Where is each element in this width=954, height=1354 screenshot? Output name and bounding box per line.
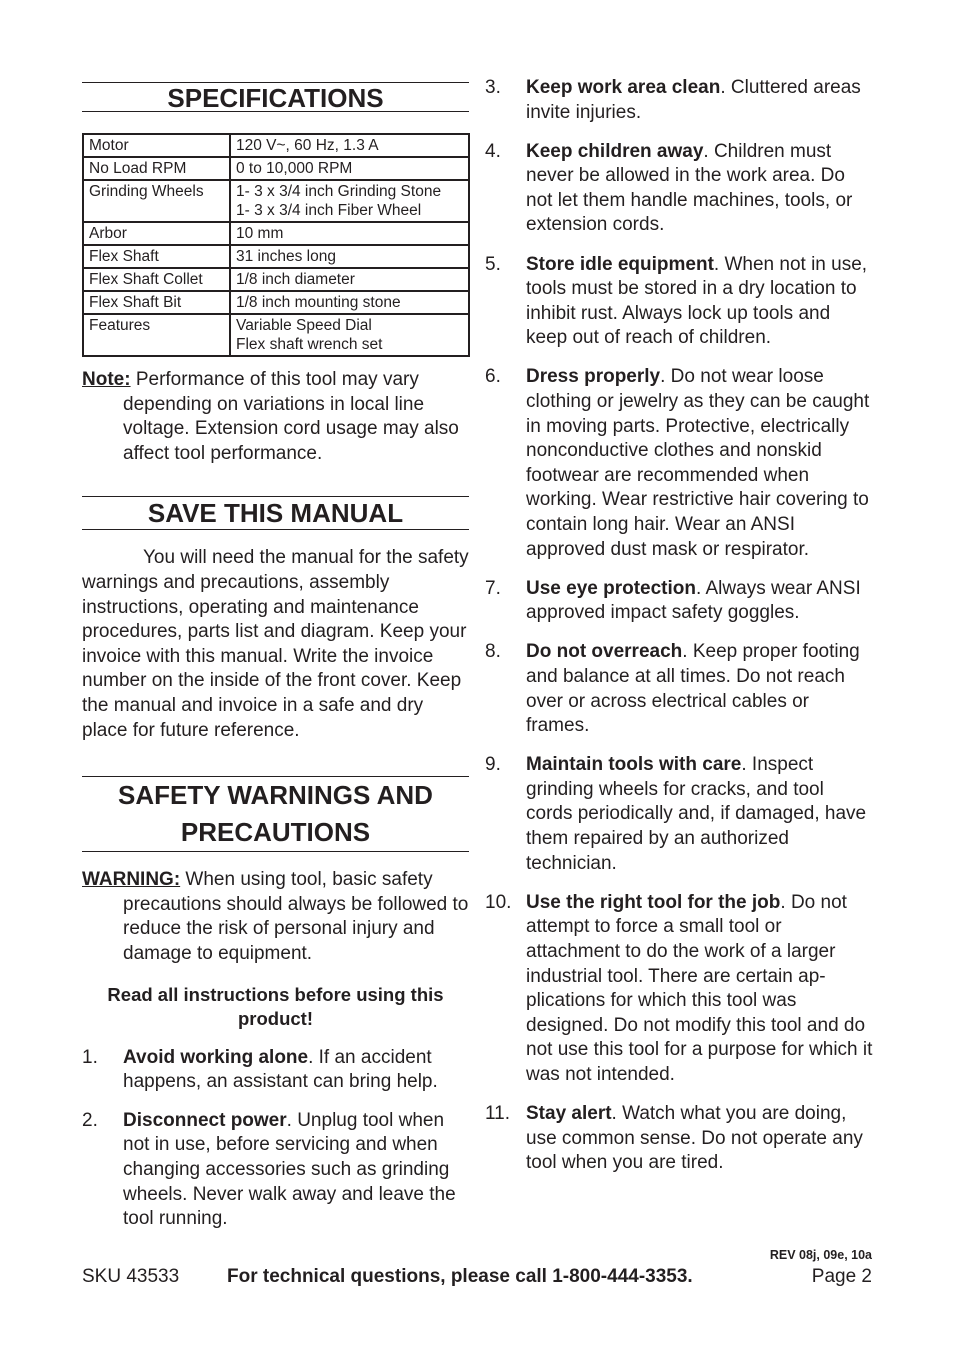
note-label: Note: (82, 369, 131, 390)
safety-item-body (526, 1102, 875, 1176)
safety-item (485, 891, 875, 1088)
read-all-instructions (82, 983, 469, 1032)
safety-item-body (526, 76, 875, 125)
spec-value-line: 1/8 inch mounting stone (236, 294, 401, 311)
safety-item-number: 8. (485, 641, 501, 663)
spec-row (83, 222, 469, 245)
read-all-line2: product! (237, 1008, 313, 1030)
safety-list-left (82, 1046, 469, 1232)
spec-value (230, 268, 469, 291)
left-column (82, 0, 469, 1232)
sku-number: SKU 43533 (82, 1266, 180, 1287)
save-manual-heading: SAVE THIS MANUAL (82, 496, 469, 530)
safety-item-lead: Do not overreach (526, 641, 683, 663)
safety-item (485, 753, 875, 876)
spec-key: Features (83, 314, 230, 356)
safety-item (485, 76, 875, 125)
safety-item-number: 10. (485, 891, 512, 913)
safety-item-lead: Store idle equipment (526, 253, 714, 275)
page-number: Page 2 (811, 1266, 872, 1287)
safety-item-text: . If an accident happens, an assistant can bring help. (123, 1046, 438, 1093)
safety-item-lead: Avoid working alone (123, 1046, 309, 1068)
spec-value (230, 291, 469, 314)
safety-item-body (123, 1109, 469, 1232)
safety-item-body (526, 753, 875, 876)
spec-row (83, 291, 469, 314)
safety-item-lead: Use eye protection (526, 577, 696, 599)
spec-value-line: 1- 3 x 3/4 inch Grinding Stone (236, 183, 442, 200)
spec-value (230, 314, 469, 356)
safety-item-text: . Inspect grinding wheels for cracks, and tool cords periodically and, if damaged, have them repaired by an authorized technician. (526, 754, 867, 874)
spec-key: Flex Shaft (83, 245, 230, 268)
specifications-heading: SPECIFICATIONS (82, 82, 469, 112)
safety-item-text: . Watch what you are doing, use common sense. Do not operate any tool when you are tired. (526, 1102, 863, 1174)
spec-row (83, 157, 469, 180)
safety-item-number: 9. (485, 754, 501, 776)
safety-item-text: . Keep proper footing and balance at all times. Do not reach over or across electrical cables or frames. (526, 641, 860, 737)
safety-item-text: . Always wear ANSI approved impact safety goggles. (526, 577, 861, 624)
safety-item (485, 365, 875, 562)
safety-item-body (526, 640, 875, 738)
safety-item-number: 1. (82, 1046, 98, 1068)
safety-item-lead: Maintain tools with care (526, 754, 742, 776)
read-all-line1: Read all instructions before using this (107, 983, 444, 1005)
safety-item (82, 1046, 469, 1095)
safety-item-text: . Do not attempt to force a small tool or attachment to do the work of a larger industrial tool. There are certain applications for which this tool was designed. Do not modify this tool and do not use this tool for a purpose for which it was not intended. (526, 891, 873, 1085)
specifications-table (82, 133, 470, 357)
safety-item-body (526, 140, 875, 238)
revision-code: REV 08j, 09e, 10a (769, 1248, 872, 1262)
safety-list-right (485, 76, 875, 1176)
technical-support-line: For technical questions, please call 1-800-444-3353. (227, 1266, 693, 1287)
spec-value (230, 180, 469, 222)
spec-row (83, 134, 469, 157)
spec-value (230, 222, 469, 245)
safety-item-lead: Stay alert (526, 1102, 612, 1124)
safety-heading-line1: SAFETY WARNINGS AND (118, 780, 433, 811)
safety-item-text: . Unplug tool when not in use, before servicing and when changing accessories such as grinding wheels. Never walk away and leave the tool running. (123, 1109, 456, 1230)
safety-item-number: 5. (485, 253, 501, 275)
safety-item-number: 3. (485, 77, 501, 98)
safety-item-number: 2. (82, 1109, 98, 1131)
spec-value-line: Variable Speed Dial (236, 317, 372, 334)
spec-value (230, 134, 469, 157)
performance-note (82, 368, 469, 466)
right-column (485, 0, 875, 1176)
safety-item (485, 1102, 875, 1176)
spec-row (83, 245, 469, 268)
safety-item (485, 577, 875, 626)
safety-item-number: 11. (485, 1102, 511, 1124)
safety-item-number: 6. (485, 366, 501, 388)
safety-item-text: . Cluttered areas invite injuries. (526, 77, 861, 123)
warning-paragraph (82, 868, 469, 966)
safety-item-text: . Children must never be allowed in the work area. Do not let them handle machines, tools, or extension cords. (526, 140, 853, 236)
warning-text: When using tool, basic safety precautions should always be followed to reduce the risk of personal injury and damage to equipment. (123, 869, 469, 964)
safety-item-body (526, 891, 875, 1088)
safety-item-body (526, 365, 875, 562)
safety-item-lead: Dress properly (526, 366, 661, 388)
safety-item-text: . When not in use, tools must be stored in a dry location to inhibit rust. Always lock up tools and keep out of reach of children. (526, 253, 868, 349)
safety-item-number: 7. (485, 577, 501, 599)
spec-value (230, 245, 469, 268)
safety-item-body (526, 253, 875, 351)
safety-item-lead: Use the right tool for the job (526, 891, 781, 913)
spec-value-line: 1- 3 x 3/4 inch Fiber Wheel (236, 202, 422, 219)
spec-key: Flex Shaft Collet (83, 268, 230, 291)
spec-value-line: Flex shaft wrench set (236, 336, 383, 353)
safety-item (82, 1109, 469, 1232)
safety-item-lead: Keep children away (526, 140, 704, 162)
safety-item (485, 253, 875, 351)
safety-item-text: . Do not wear loose clothing or jewelry as they can be caught in moving parts. Protective, electrically nonconductive clothes and nonskid footwear are recommended when working. Wear restrictive hair covering to contain long hair. Wear an ANSI approved dust mask or respirator. (526, 366, 870, 560)
warning-label: WARNING: (82, 869, 181, 891)
spec-value-line: 0 to 10,000 RPM (236, 160, 353, 177)
spec-key: Flex Shaft Bit (83, 291, 230, 314)
spec-key: Grinding Wheels (83, 180, 230, 222)
safety-item-lead: Keep work area clean (526, 77, 721, 98)
note-text: Performance of this tool may vary depending on variations in local line voltage. Extension cord usage may also affect tool performance. (123, 369, 459, 464)
safety-item-body (123, 1046, 469, 1095)
spec-value (230, 157, 469, 180)
safety-item (485, 140, 875, 238)
spec-value-line: 10 mm (236, 225, 284, 242)
save-manual-text: You will need the manual for the safety warnings and precautions, assembly instructions, operating and maintenance procedures, parts list and diagram. Keep your invoice with this manual. Write the invoice number on the inside of the front cover. Keep the manual and invoice in a safe and dry place for future reference. (82, 547, 469, 741)
spec-key: No Load RPM (83, 157, 230, 180)
safety-item-number: 4. (485, 140, 501, 162)
spec-value-line: 31 inches long (236, 248, 336, 265)
spec-row (83, 180, 469, 222)
spec-key: Motor (83, 134, 230, 157)
safety-heading-line2: PRECAUTIONS (180, 817, 371, 848)
spec-row (83, 268, 469, 291)
spec-value-line: 1/8 inch diameter (236, 271, 355, 288)
safety-heading (82, 776, 469, 852)
safety-item (485, 640, 875, 738)
spec-value-line: 120 V~, 60 Hz, 1.3 A (236, 137, 379, 154)
spec-row (83, 314, 469, 356)
safety-item-lead: Disconnect power (123, 1109, 287, 1131)
safety-item-body (526, 577, 875, 626)
spec-key: Arbor (83, 222, 230, 245)
